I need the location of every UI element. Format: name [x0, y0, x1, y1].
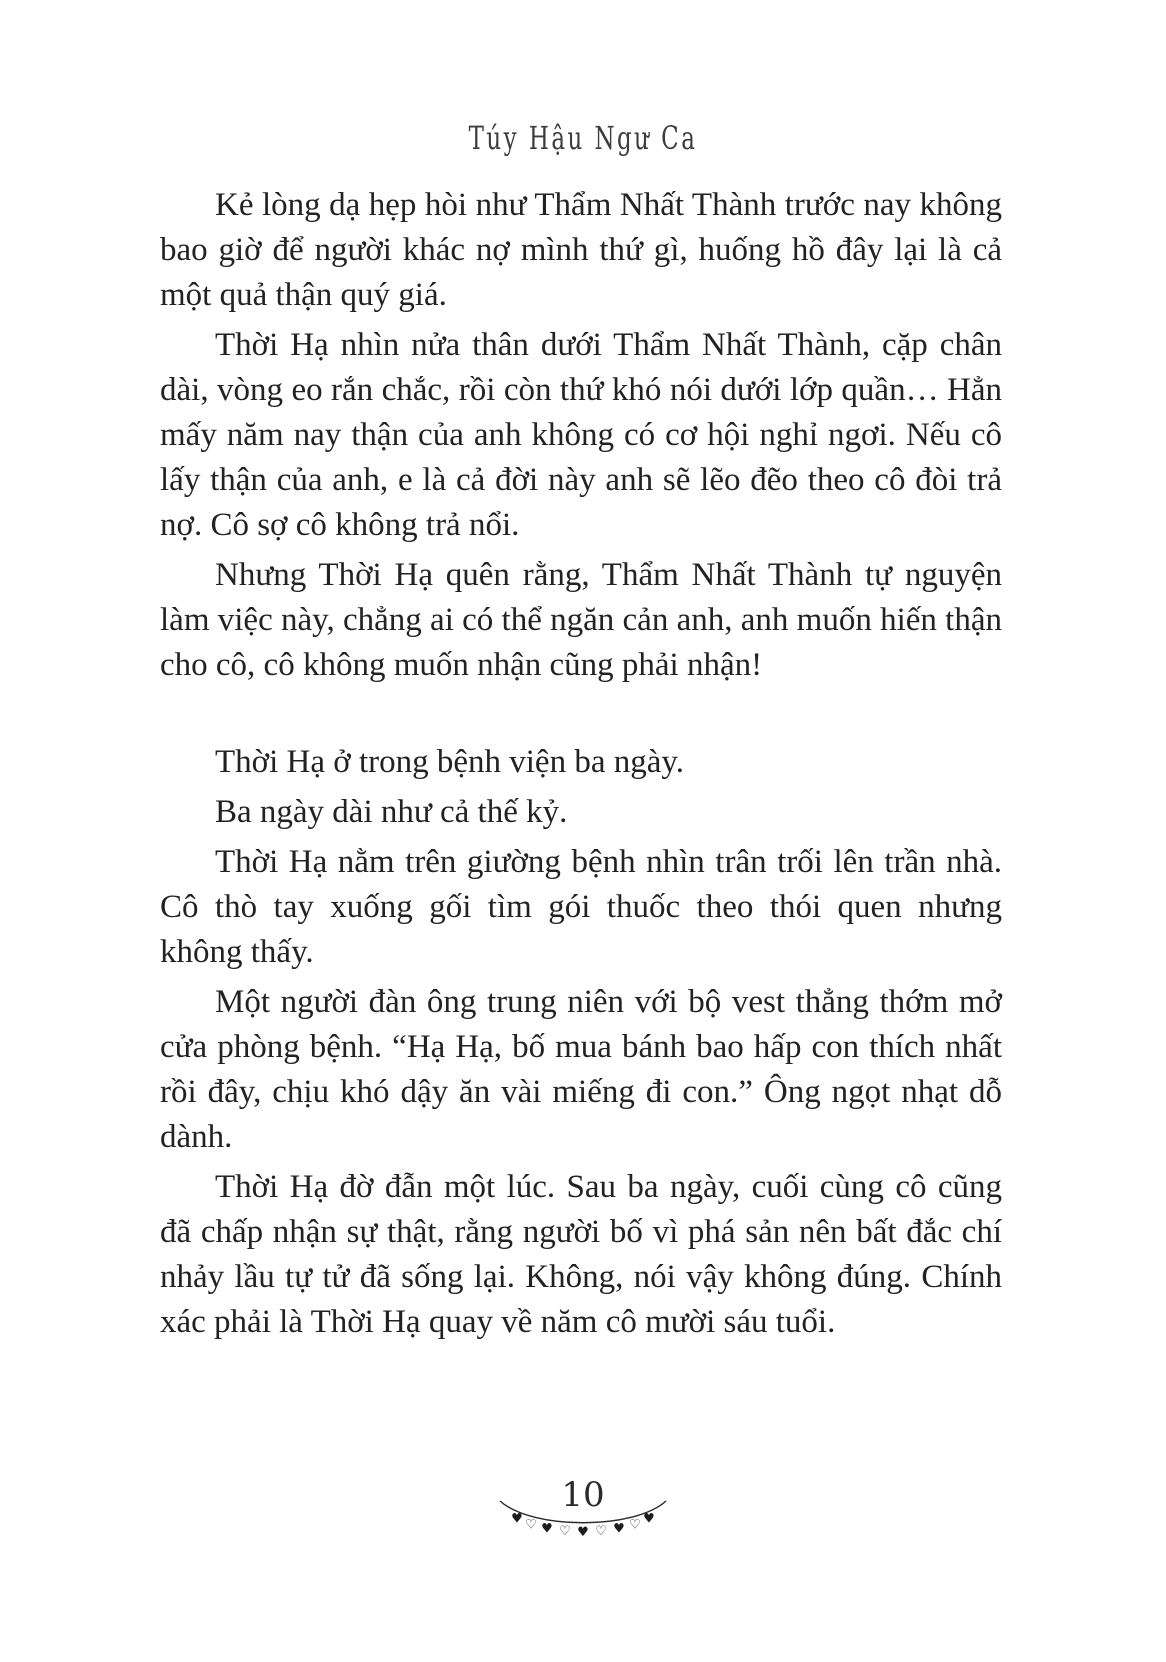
body-text	[160, 183, 1002, 1350]
heart-icon: ♥	[643, 1511, 655, 1527]
page-number: 10	[561, 1475, 605, 1515]
paragraph-2: Thời Hạ nhìn nửa thân dưới Thẩm Nhất Thành, cặp chân dài, vòng eo rắn chắc, rồi còn thứ khó nói dưới lớp quần… Hẳn mấy năm nay thận của anh không có cơ hội nghỉ ngơi. Nếu cô lấy thận của anh, e là cả đời này anh sẽ lẽo đẽo theo cô đòi trả nợ. Cô sợ cô không trả nổi.	[160, 327, 1002, 543]
heart-outline-icon: ♡	[525, 1517, 537, 1533]
heart-outline-icon: ♡	[629, 1517, 641, 1533]
heart-outline-icon: ♡	[595, 1524, 607, 1539]
paragraph-7: Một người đàn ông trung niên với bộ vest thẳng thớm mở cửa phòng bệnh. “Hạ Hạ, bố mua bánh bao hấp con thích nhất rồi đây, chịu khó dậy ăn vài miếng đi con.” Ông ngọt nhạt dỗ dành.	[160, 984, 1002, 1155]
heart-icon: ♥	[577, 1525, 589, 1540]
heart-icon: ♥	[613, 1521, 625, 1537]
paragraph-3: Nhưng Thời Hạ quên rằng, Thẩm Nhất Thành tự nguyện làm việc này, chẳng ai có thể ngăn cản anh, anh muốn hiến thận cho cô, cô không muốn nhận cũng phải nhận!	[160, 557, 1002, 683]
heart-icon: ♥	[541, 1521, 553, 1537]
paragraph-4: Thời Hạ ở trong bệnh viện ba ngày.	[215, 744, 684, 780]
paragraph-8: Thời Hạ đờ đẫn một lúc. Sau ba ngày, cuối cùng cô cũng đã chấp nhận sự thật, rằng người bố vì phá sản nên bất đắc chí nhảy lầu tự tử đã sống lại. Không, nói vậy không đúng. Chính xác phải là Thời Hạ quay về năm cô mười sáu tuổi.	[160, 1169, 1002, 1340]
page-footer	[0, 1475, 1166, 1544]
paragraph-1: Kẻ lòng dạ hẹp hòi như Thẩm Nhất Thành trước nay không bao giờ để người khác nợ mình thứ gì, huống hồ đây lại là cả một quả thận quý giá.	[160, 187, 1002, 313]
heart-icon: ♥	[511, 1511, 523, 1527]
paragraph-5: Ba ngày dài như cả thế kỷ.	[215, 794, 568, 830]
heart-outline-icon: ♡	[559, 1524, 571, 1539]
paragraph-6: Thời Hạ nằm trên giường bệnh nhìn trân trối lên trần nhà. Cô thò tay xuống gối tìm gói thuốc theo thói quen nhưng không thấy.	[160, 844, 1002, 970]
running-header-title: Túy Hậu Ngư Ca	[468, 120, 698, 157]
